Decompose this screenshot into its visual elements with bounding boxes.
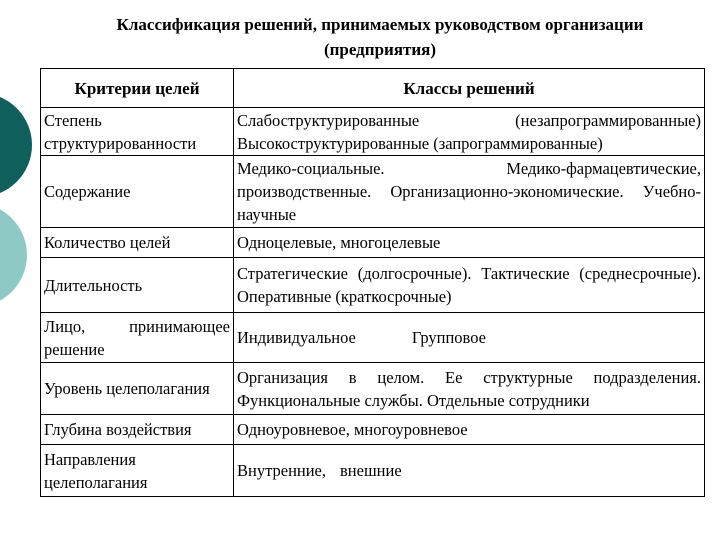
class-value-individual: Индивидуальное	[237, 328, 356, 347]
table-header-row	[41, 69, 705, 108]
classes-cell: Медико-социальные. Медико-фармацевтические, производственные. Организационно-экономические. Учебно-научные	[234, 156, 705, 228]
table-row	[41, 156, 705, 228]
table-row	[41, 108, 705, 156]
classes-cell	[234, 445, 705, 497]
criterion-cell: Содержание	[41, 156, 234, 228]
criterion-cell: Глубина воздействия	[41, 415, 234, 445]
class-value-external: внешние	[340, 461, 402, 480]
header-classes: Классы решений	[234, 69, 705, 108]
classes-cell	[234, 108, 705, 156]
criterion-cell: Количество целей	[41, 228, 234, 258]
teal-circle-light	[0, 203, 27, 307]
table-row	[41, 363, 705, 415]
header-criteria: Критерии целей	[41, 69, 234, 108]
table-row	[41, 445, 705, 497]
classes-cell: Одноцелевые, многоцелевые	[234, 228, 705, 258]
criterion-cell: Степень структурированности	[41, 108, 234, 156]
classes-line-2: Высокоструктурированные (запрограммированные)	[237, 133, 603, 153]
classes-line-1: Слабоструктурированные (незапрограммированные)	[237, 110, 701, 130]
classes-cell: Одноуровневое, многоуровневое	[234, 415, 705, 445]
class-value-internal: Внутренние,	[237, 461, 327, 480]
table-row	[41, 258, 705, 313]
criterion-cell: Уровень целеполагания	[41, 363, 234, 415]
classification-table	[40, 68, 705, 497]
criterion-cell: Длительность	[41, 258, 234, 313]
classes-cell: Организация в целом. Ее структурные подразделения. Функциональные службы. Отдельные сотрудники	[234, 363, 705, 415]
table-row	[41, 313, 705, 363]
classes-cell: Стратегические (долгосрочные). Тактические (среднесрочные). Оперативные (краткосрочные)	[234, 258, 705, 313]
title-line-1: Классификация решений, принимаемых руководством организации	[116, 15, 644, 34]
teal-circle-dark	[0, 93, 32, 197]
criterion-cell: Лицо, принимающее решение	[41, 313, 234, 363]
page-title	[40, 12, 720, 62]
criterion-cell: Направления целеполагания	[41, 445, 234, 497]
table-row	[41, 415, 705, 445]
table-row	[41, 228, 705, 258]
class-value-group: Групповое	[411, 328, 487, 347]
classes-cell	[234, 313, 705, 363]
title-line-2: (предприятия)	[323, 40, 437, 59]
